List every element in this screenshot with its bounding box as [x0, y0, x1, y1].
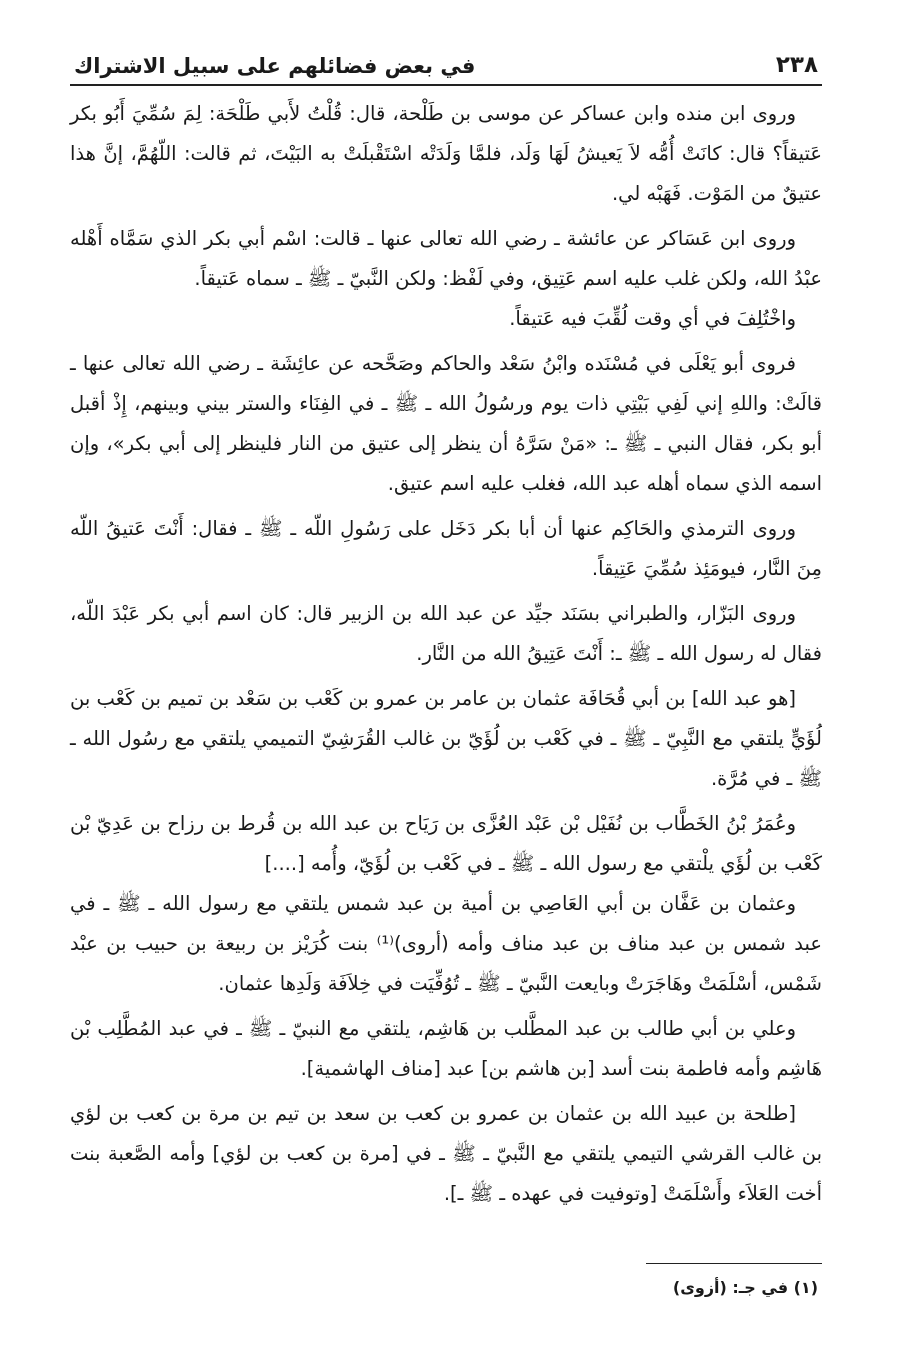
paragraph-disagreement: واخْتُلِفَ في أي وقت لُقِّبَ فيه عَتيقاً.: [509, 307, 796, 330]
paragraph-bazzar: وروى البَزّار، والطبراني بسَنَد جيِّد عن عبد الله بن الزبير قال: كان اسم أبي بكر عَبْدَ اللّه، فقال له رسول الله ـ ﷺ ـ: أَنْتَ عَتِيقُ الله من النَّار.: [70, 602, 822, 665]
paragraph-tirmidhi: وروى الترمذي والحَاكِم عنها أن أبا بكر دَخَل على رَسُولِ اللّه ـ ﷺ ـ فقال: أَنْتَ عَتيقُ اللّه مِنَ النَّار، فيومَئِذ سُمِّيَ عَتِيقاً.: [70, 517, 822, 580]
footnote: (١) في جـ: (أزوى): [672, 1278, 818, 1297]
footnote-divider: [646, 1263, 822, 1264]
document-page: [70, 40, 822, 1297]
paragraph-uthman-lineage: وعثمان بن عَفَّان بن أبي العَاصِي بن أمية بن عبد شمس يلتقي مع رسول الله ـ ﷺ ـ في عبد شمس بن عبد مناف بن عبد مناف وأمه (أروى)⁽¹⁾ بنت كُرَيْز بن ربيعة بن حبيب بن عبْد شَمْس، أسْلَمَتْ وهَاجَرَتْ وبايعت النَّبيّ ـ ﷺ ـ تُوُفِّيَت في خِلاَفَة وَلَدِها عثمان.: [70, 892, 822, 995]
page-number: ٢٣٨: [775, 52, 818, 78]
page-header: [70, 40, 822, 86]
running-title: في بعض فضائلهم على سبيل الاشتراك: [74, 54, 476, 78]
paragraph-abu-yala: فروى أبو يَعْلَى في مُسْنَده وابْنُ سَعْد والحاكم وصَحَّحه عن عائِشَة ـ رضي الله تعالى عنها ـ قالَتْ: واللهِ إني لَفِي بَيْتِي ذات يوم ورسُولُ الله ـ ﷺ ـ في الفِنَاء والستر بيني وبينهم، إِذْ أقبل أبو بكر، فقال النبي ـ ﷺ ـ: «مَنْ سَرَّهُ أن ينظر إلى عتيق من النار فلينظر إلى أبي بكر»، وإن اسمه الذي سماه أهله عبد الله، فغلب عليه اسم عتيق.: [70, 352, 822, 495]
paragraph-musa-ibn-talha: وروى ابن منده وابن عساكر عن موسى بن طَلْحة، قال: قُلْتُ لأَبي طَلْحَة: لِمَ سُمِّيَ أَبُو بكر عَتيقاً؟ قال: كانَتْ أُمُّه لاَ يَعيشُ لَهَا وَلَد، فلمَّا وَلَدَتْه اسْتَقْبلَتْ به البَيْتَ، ثم قالت: اللّهُمَّ، إنَّ هذا عتيقٌ من المَوْت. فَهَبْه لي.: [70, 102, 822, 205]
page-body: [70, 94, 822, 1214]
paragraph-talha-lineage: [طلحة بن عبيد الله بن عثمان بن عمرو بن كعب بن سعد بن تيم بن مرة بن كعب بن لؤي بن غالب القرشي التيمي يلتقي مع النَّبيّ ـ ﷺ ـ في [مرة بن كعب بن لؤي] وأمه الصَّعبة بنت أخت العَلاَء وأَسْلَمَتْ [وتوفيت في عهده ـ ﷺ ـ].: [70, 1102, 822, 1205]
paragraph-umar-lineage: وعُمَرُ بْنُ الخَطَّاب بن نُفَيْل بْن عَبْد العُزَّى بن رَيَاح بن عبد الله بن قُرط بن رزاح بن عَدِيّ بْن كَعْب بن لُؤَي يلْتقي مع رسول الله ـ ﷺ ـ في كَعْب بن لُؤَيّ، وأُمه [....]: [70, 812, 822, 875]
paragraph-abu-bakr-lineage: [هو عبد الله] بن أبي قُحَافَة عثمان بن عامر بن عمرو بن كَعْب بن سَعْد بن تميم بن كَعْب بن لُؤَيٍّ يلتقي مع النَّبِيّ ـ ﷺ ـ في كَعْب بن لُؤَيّ بن غالب القُرَشِيّ التميمي يلتقي مع رسُول الله ـ ﷺ ـ في مُرَّة.: [70, 687, 822, 790]
paragraph-aisha-name: وروى ابن عَسَاكر عن عائشة ـ رضي الله تعالى عنها ـ قالت: اسْم أبي بكر الذي سَمَّاه أَهْله عبْدُ الله، ولكن غلب عليه اسم عَتِيق، وفي لَفْظ: ولكن النَّبيّ ـ ﷺ ـ سماه عَتيقاً.: [70, 227, 822, 290]
paragraph-ali-lineage: وعلي بن أبي طالب بن عبد المطَّلب بن هَاشِم، يلتقي مع النبيّ ـ ﷺ ـ في عبد المُطَّلِب بْن هَاشِم وأمه فاطمة بنت أسد [بن هاشم بن] عبد [مناف الهاشمية].: [70, 1017, 822, 1080]
